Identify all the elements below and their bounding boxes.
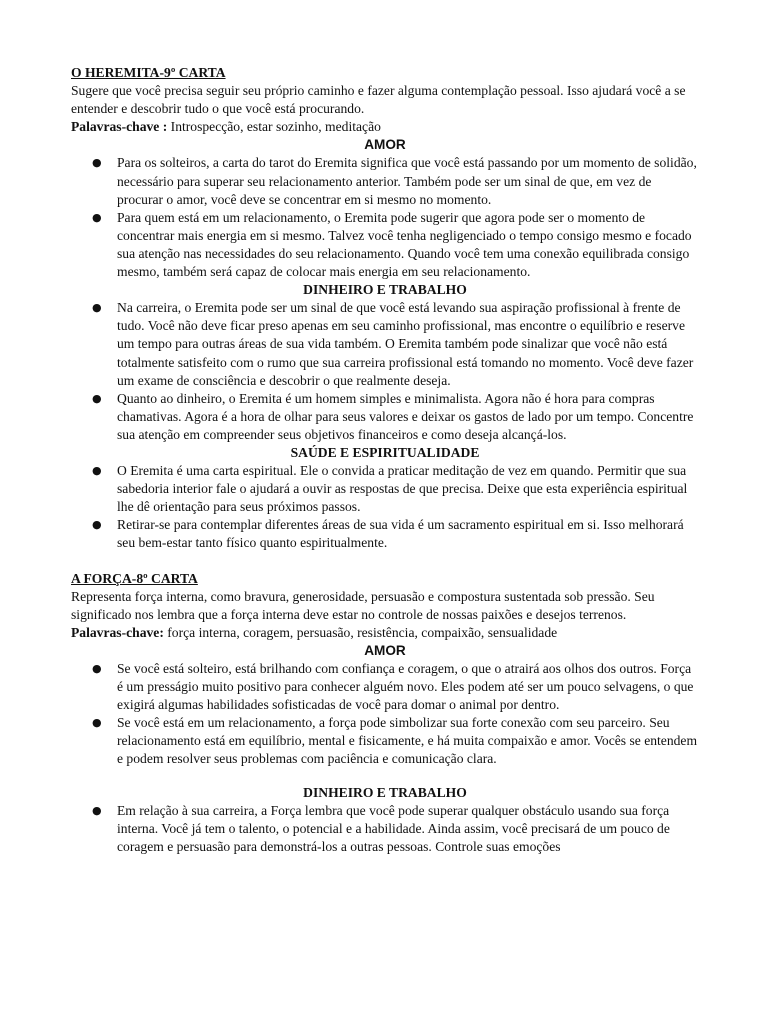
strength-love-list (71, 660, 699, 769)
list-item: ● Se você está em um relacionamento, a força pode simbolizar sua forte conexão com seu parceiro. Seu relacionamento está em equilíbrio, mental e fisicamente, e há muita compaixão e amor. Vocês se entendem e podem resolver seus problemas com paciência e comunicação clara. (92, 715, 698, 767)
hermit-health-list (71, 462, 699, 552)
strength-keywords (71, 624, 699, 642)
list-item: ● Para os solteiros, a carta do tarot do Eremita significa que você está passando por um momento de solidão, necessário para superar seu relacionamento anterior. Também pode ser um sinal de que, em vez de procurar o amor, você deve se concentrar em si mesmo no momento. (92, 155, 697, 207)
hermit-health-heading: SAÚDE E ESPIRITUALIDADE (290, 444, 480, 460)
bullet-icon: ● (92, 716, 102, 730)
bullet-icon: ● (92, 662, 102, 675)
bullet-icon: ● (92, 803, 102, 817)
strength-title: A FORÇA-8º CARTA (71, 570, 198, 586)
section-gap (71, 769, 699, 784)
list-item: ● Retirar-se para contemplar diferentes áreas de sua vida é um sacramento espiritual em si. Isso melhorará seu bem-estar tanto físico quanto espiritualmente. (92, 517, 684, 551)
bullet-icon: ● (92, 391, 102, 405)
hermit-money-heading: DINHEIRO E TRABALHO (303, 282, 467, 298)
hermit-keywords-label: Palavras-chave : (71, 119, 168, 135)
list-item: ● Para quem está em um relacionamento, o Eremita pode sugerir que agora pode ser o momento de concentrar mais energia em si mesmo. Talvez você tenha negligenciado o tempo consigo mesmo e focado sua atenção nas necessidades do seu relacionamento. Quando você tem uma conexão equilibrada consigo mesmo, também será capaz de colocar mais energia em seu relacionamento. (92, 209, 692, 280)
strength-money-heading: DINHEIRO E TRABALHO (303, 784, 467, 800)
bullet-icon: ● (92, 464, 102, 478)
hermit-keywords-text: Introspecção, estar sozinho, meditação (167, 119, 381, 135)
document-page (71, 64, 699, 856)
list-item: ● Na carreira, o Eremita pode ser um sinal de que você está levando sua aspiração profissional à frente de tudo. Você não deve ficar preso apenas em seu caminho profissional, mas encontre o equilíbrio e reserve um tempo para outras áreas de sua vida também. O Eremita também pode sinalizar que você não está totalmente satisfeito com o rumo que sua carreira profissional está tomando no momento. Você deve fazer um exame de consciência e descobrir o que realmente deseja. (92, 300, 694, 388)
section-gap (71, 553, 699, 570)
hermit-money-list (71, 299, 699, 444)
hermit-keywords (71, 118, 699, 136)
strength-keywords-label: Palavras-chave: (71, 624, 164, 640)
hermit-intro: Sugere que você precisa seguir seu próprio caminho e fazer alguma contemplação pessoal. Isso ajudará você a se entender e descobrir tudo o que você está procurando. (71, 83, 686, 117)
list-item: ● Se você está solteiro, está brilhando com confiança e coragem, o que o atrairá aos olhos dos outros. Força é um presságio muito positivo para conhecer alguém novo. Eles podem até ser um pouco selvagens, o que exigirá algumas habilidades sofisticadas de você para domar o animal por dentro. (92, 661, 694, 713)
bullet-icon: ● (92, 156, 102, 170)
list-item: ● O Eremita é uma carta espiritual. Ele o convida a praticar meditação de vez em quando. Permitir que sua sabedoria interior fale o ajudará a ouvir as respostas de que precisa. Deixe que esta experiência espiritual lhe dê orientação para seus próximos passos. (92, 463, 688, 515)
bullet-icon: ● (92, 210, 102, 224)
bullet-icon: ● (92, 301, 102, 315)
hermit-love-heading: AMOR (364, 137, 406, 153)
hermit-title: O HEREMITA-9º CARTA (71, 65, 226, 80)
strength-love-heading: AMOR (364, 642, 406, 658)
strength-keywords-text: força interna, coragem, persuasão, resistência, compaixão, sensualidade (163, 624, 558, 640)
hermit-love-list (71, 154, 699, 281)
list-item: ● Quanto ao dinheiro, o Eremita é um homem simples e minimalista. Agora não é hora para compras chamativas. Agora é a hora de olhar para seus valores e deixar os gastos de lado por um tempo. Concentre sua atenção em compreender seus objetivos financeiros e como deseja alcançá-los. (92, 390, 694, 442)
strength-intro: Representa força interna, como bravura, generosidade, persuasão e compostura sustentada sob pressão. Seu significado nos lembra que a força interna deve estar no controle de nossas paixões e desejos terrenos. (71, 588, 655, 622)
bullet-icon: ● (92, 518, 102, 532)
list-item: ● Em relação à sua carreira, a Força lembra que você pode superar qualquer obstáculo usando sua força interna. Você já tem o talento, o potencial e a habilidade. Ainda assim, você precisará de um pouco de coragem e persuasão para demonstrá-los a outras pessoas. Controle suas emoções (92, 802, 670, 854)
strength-money-list (71, 802, 699, 856)
